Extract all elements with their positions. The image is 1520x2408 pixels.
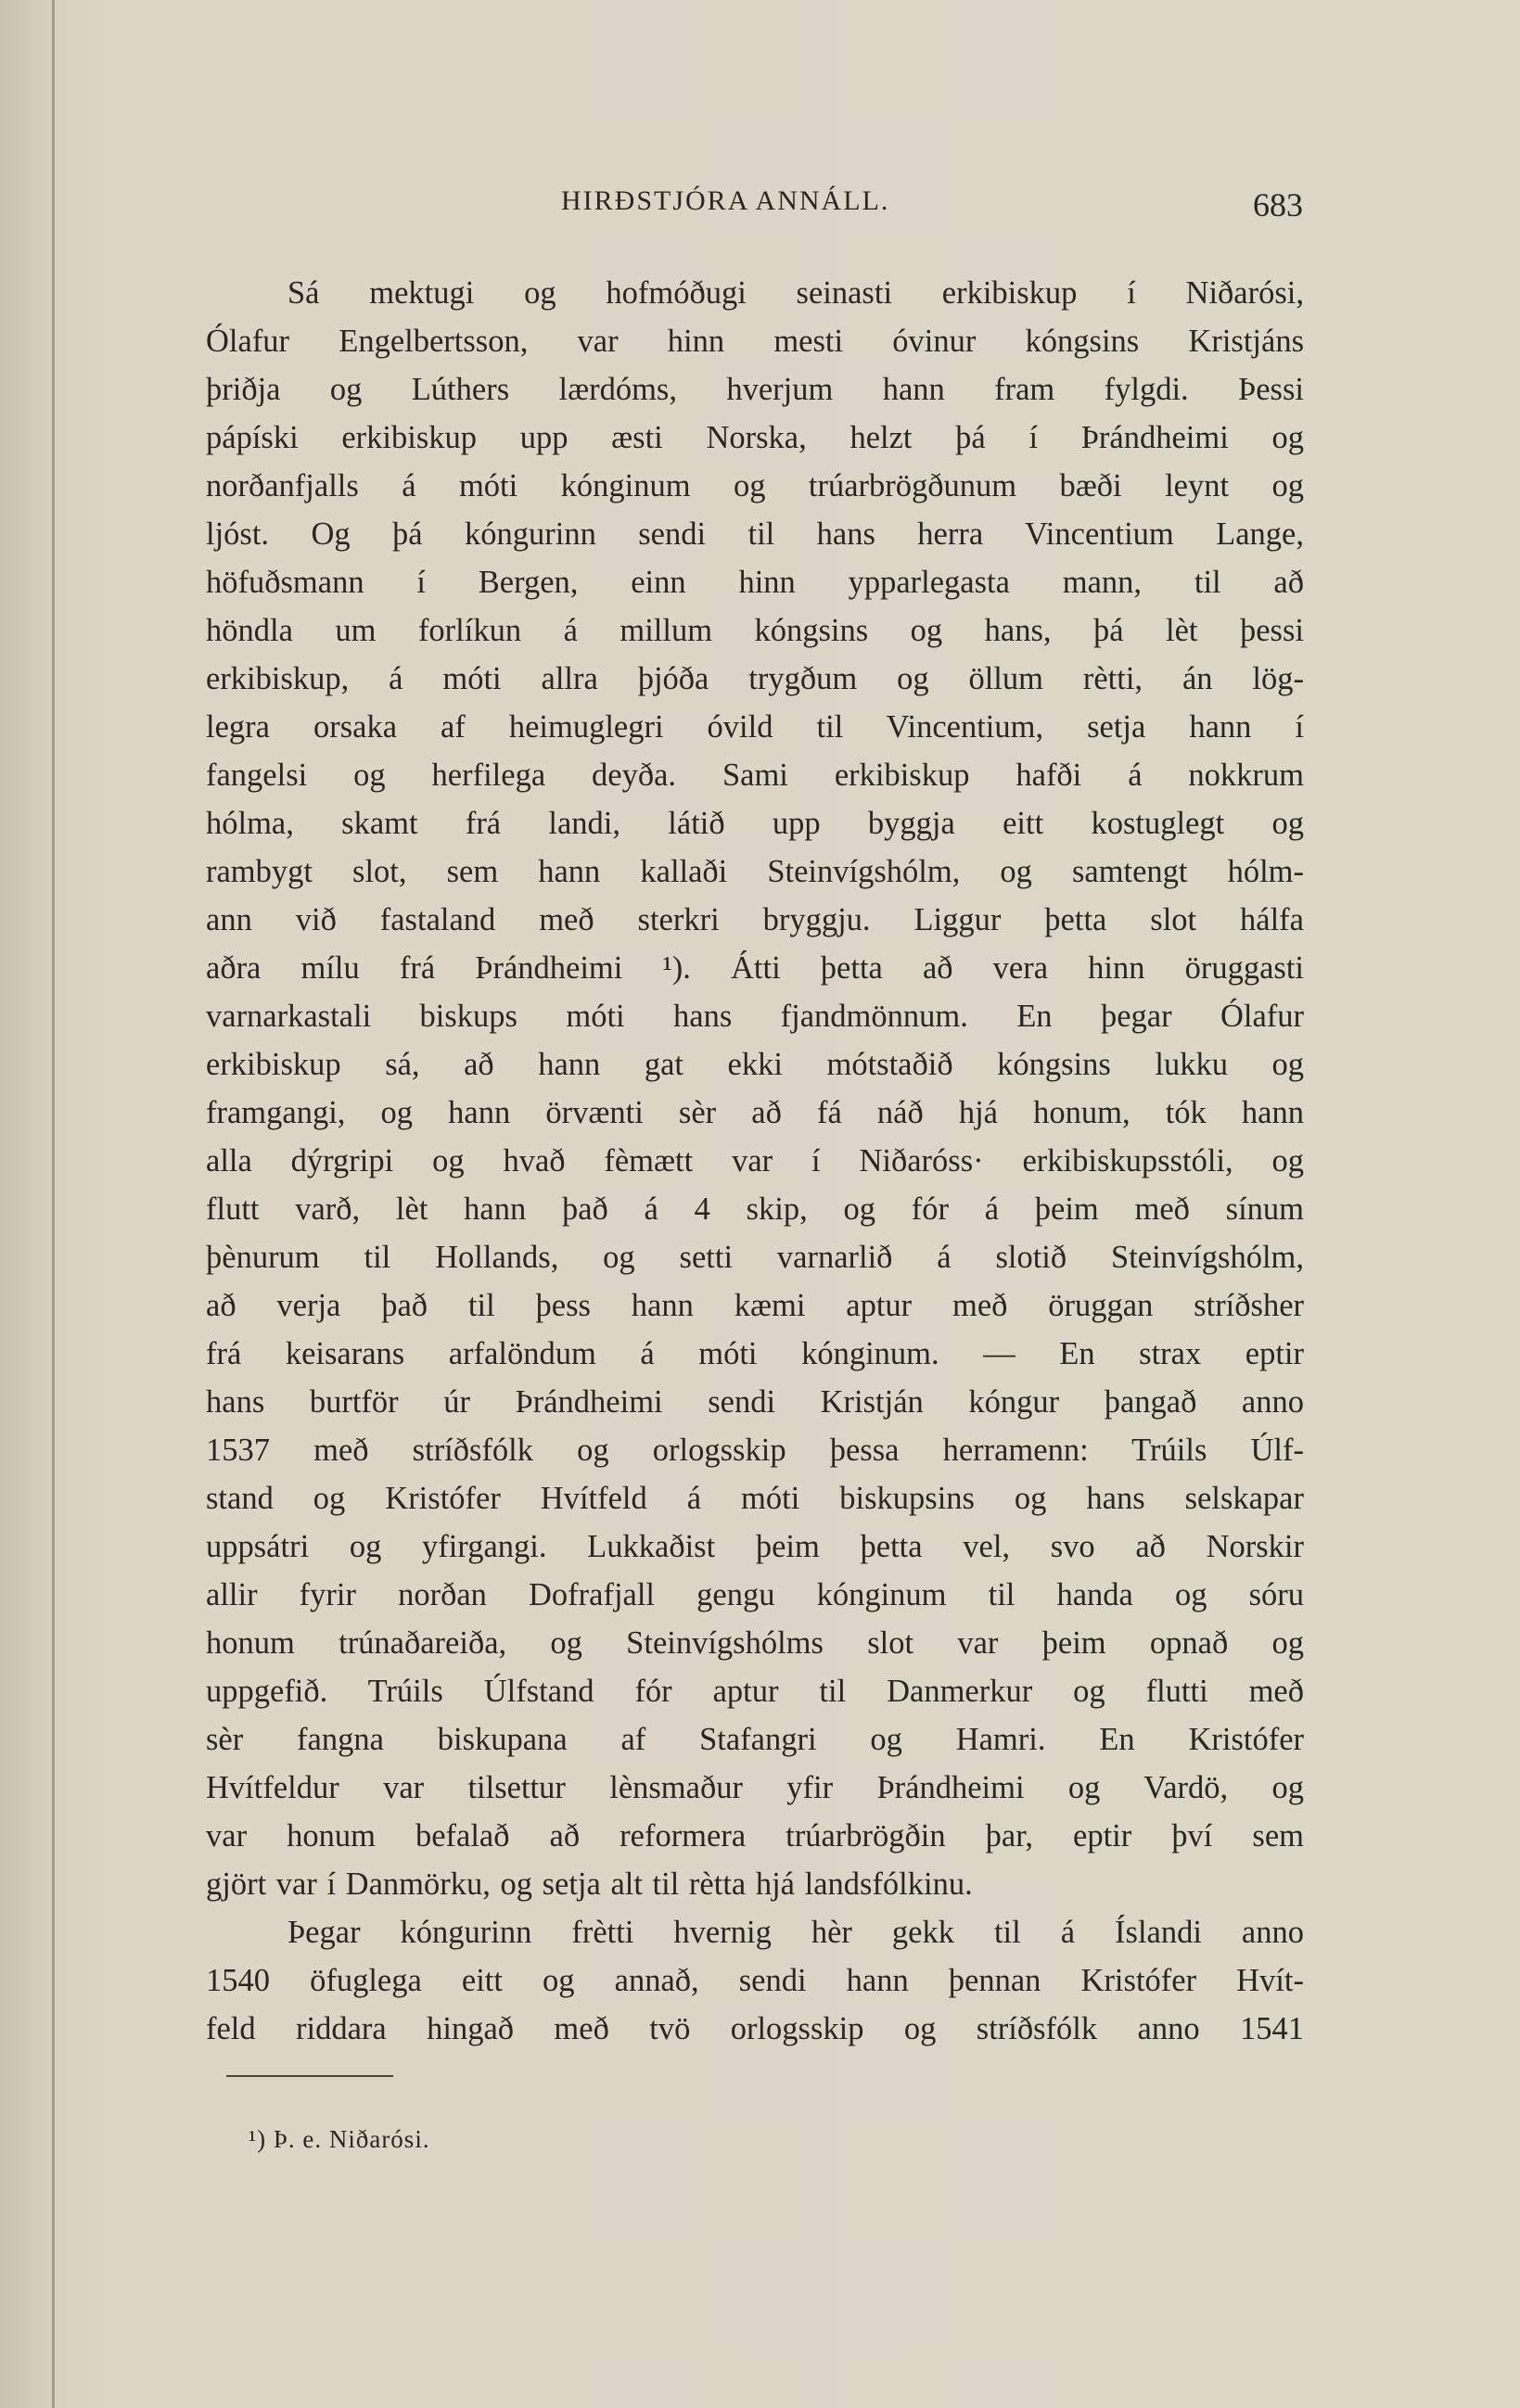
text-line: að verja það til þess hann kæmi aptur með öruggan stríðsher bbox=[206, 1288, 1304, 1323]
text-line: 1537 með stríðsfólk og orlogsskip þessa herramenn: Trúils Úlf- bbox=[206, 1433, 1304, 1468]
text-line: feld riddara hingað með tvö orlogsskip og stríðsfólk anno 1541 bbox=[206, 2011, 1304, 2046]
binding-gutter-line bbox=[52, 0, 55, 2408]
text-line: legra orsaka af heimuglegri óvild til Vincentium, setja hann í bbox=[206, 709, 1304, 745]
paragraph-2 bbox=[206, 1908, 1304, 2053]
text-line: sèr fangna biskupana af Stafangri og Hamri. En Kristófer bbox=[206, 1722, 1304, 1757]
text-line: ann við fastaland með sterkri bryggju. Liggur þetta slot hálfa bbox=[206, 902, 1304, 937]
text-line: pápíski erkibiskup upp æsti Norska, helzt þá í Þrándheimi og bbox=[206, 420, 1304, 455]
text-line: norðanfjalls á móti kónginum og trúarbrögðunum bæði leynt og bbox=[206, 468, 1304, 503]
text-line: var honum befalað að reformera trúarbrögðin þar, eptir því sem bbox=[206, 1818, 1304, 1854]
text-line: Þegar kóngurinn frètti hvernig hèr gekk til á Íslandi anno bbox=[287, 1915, 1304, 1950]
text-line: erkibiskup sá, að hann gat ekki mótstaðið kóngsins lukku og bbox=[206, 1047, 1304, 1082]
text-line: þènurum til Hollands, og setti varnarlið á slotið Steinvígshólm, bbox=[206, 1240, 1304, 1275]
text-line: Hvítfeldur var tilsettur lènsmaður yfir Þrándheimi og Vardö, og bbox=[206, 1770, 1304, 1805]
text-line: uppsátri og yfirgangi. Lukkaðist þeim þetta vel, svo að Norskir bbox=[206, 1529, 1304, 1564]
text-line: erkibiskup, á móti allra þjóða trygðum og öllum rètti, án lög- bbox=[206, 661, 1304, 696]
footnote: ¹) Þ. e. Niðarósi. bbox=[249, 2125, 430, 2153]
text-line: höndla um forlíkun á millum kóngsins og hans, þá lèt þessi bbox=[206, 613, 1304, 648]
paragraph-1 bbox=[206, 269, 1304, 1908]
text-line: 1540 öfuglega eitt og annað, sendi hann þennan Kristófer Hvít- bbox=[206, 1963, 1304, 1998]
text-line: varnarkastali biskups móti hans fjandmönnum. En þegar Ólafur bbox=[206, 999, 1304, 1034]
page-number: 683 bbox=[1253, 186, 1303, 223]
text-line: framgangi, og hann örvænti sèr að fá náð hjá honum, tók hann bbox=[206, 1095, 1304, 1130]
text-line: þriðja og Lúthers lærdóms, hverjum hann fram fylgdi. Þessi bbox=[206, 372, 1304, 407]
text-line: honum trúnaðareiða, og Steinvígshólms slot var þeim opnað og bbox=[206, 1625, 1304, 1661]
text-line: Sá mektugi og hofmóðugi seinasti erkibiskup í Niðarósi, bbox=[287, 275, 1304, 311]
text-line: fangelsi og herfilega deyða. Sami erkibiskup hafði á nokkrum bbox=[206, 758, 1304, 793]
footnote-rule bbox=[226, 2075, 393, 2077]
text-line: uppgefið. Trúils Úlfstand fór aptur til Danmerkur og flutti með bbox=[206, 1674, 1304, 1709]
text-line: Ólafur Engelbertsson, var hinn mesti óvinur kóngsins Kristjáns bbox=[206, 324, 1304, 359]
text-line: allir fyrir norðan Dofrafjall gengu kónginum til handa og sóru bbox=[206, 1577, 1304, 1612]
text-line: frá keisarans arfalöndum á móti kónginum. — En strax eptir bbox=[206, 1336, 1304, 1371]
text-line: gjört var í Danmörku, og setja alt til rètta hjá landsfólkinu. bbox=[206, 1867, 973, 1902]
text-line: ljóst. Og þá kóngurinn sendi til hans herra Vincentium Lange, bbox=[206, 516, 1304, 552]
text-line: hólma, skamt frá landi, látið upp byggja eitt kostuglegt og bbox=[206, 806, 1304, 841]
text-line: hans burtför úr Þrándheimi sendi Kristján kóngur þangað anno bbox=[206, 1384, 1304, 1420]
text-line: höfuðsmann í Bergen, einn hinn ypparlegasta mann, til að bbox=[206, 565, 1304, 600]
page-header bbox=[209, 185, 1303, 232]
text-line: flutt varð, lèt hann það á 4 skip, og fór á þeim með sínum bbox=[206, 1191, 1304, 1227]
text-line: rambygt slot, sem hann kallaði Steinvígshólm, og samtengt hólm- bbox=[206, 854, 1304, 889]
text-line: alla dýrgripi og hvað fèmætt var í Niðaróss· erkibiskupsstóli, og bbox=[206, 1143, 1304, 1179]
text-line: stand og Kristófer Hvítfeld á móti biskupsins og hans selskapar bbox=[206, 1481, 1304, 1516]
text-line: aðra mílu frá Þrándheimi ¹). Átti þetta að vera hinn öruggasti bbox=[206, 950, 1304, 986]
running-title: HIRÐSTJÓRA ANNÁLL. bbox=[561, 185, 890, 216]
body-text bbox=[206, 269, 1304, 2053]
